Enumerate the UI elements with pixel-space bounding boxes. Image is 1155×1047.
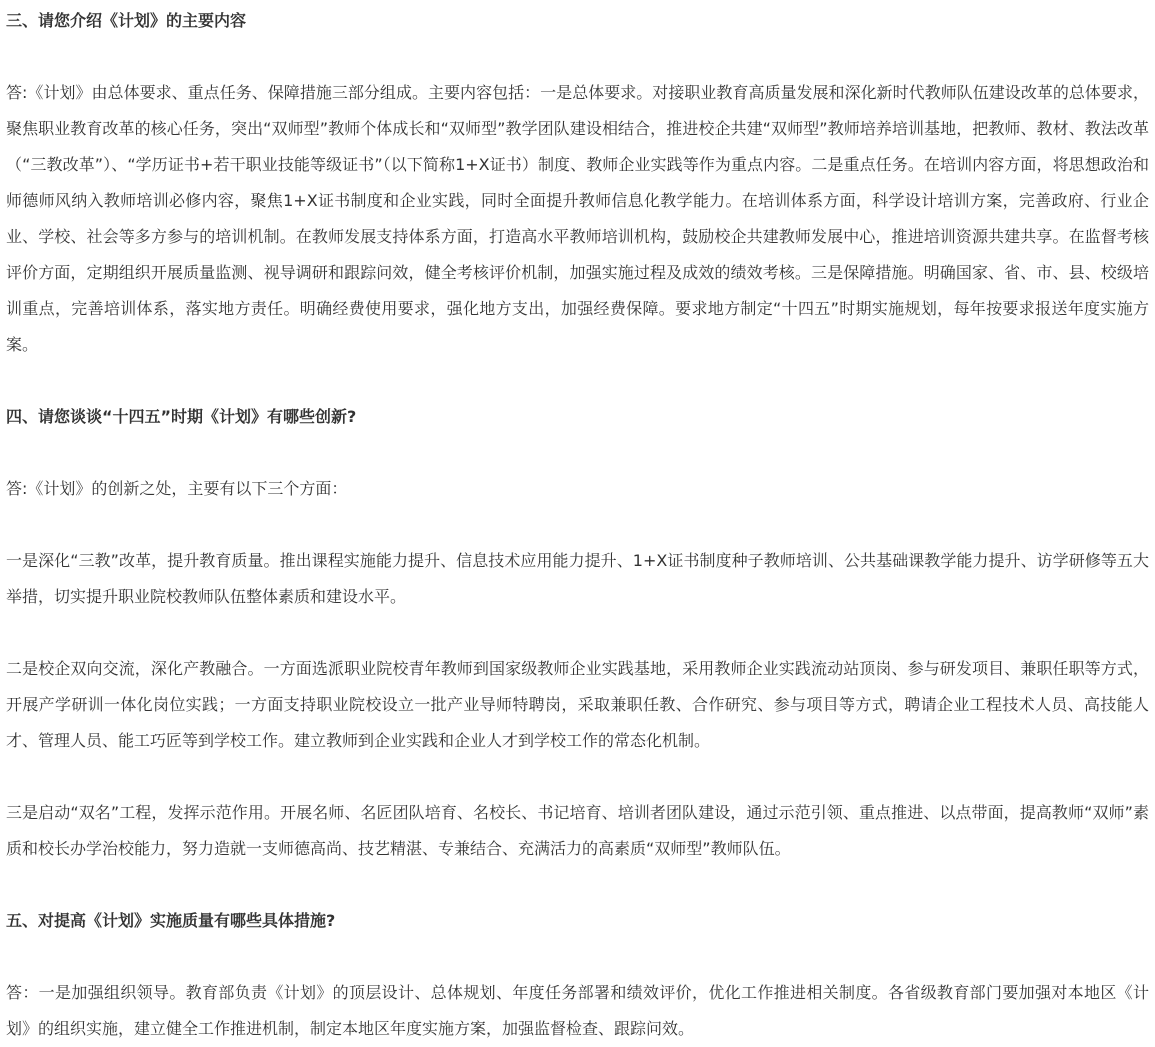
section-heading-3: 三、请您介绍《计划》的主要内容 [6,11,247,30]
section-4-point-2: 二是校企双向交流，深化产教融合。一方面选派职业院校青年教师到国家级教师企业实践基地，采用教师企业实践流动站顶岗、参与研发项目、兼职任职等方式，开展产学研训一体化岗位实践；一方面支持职业院校设立一批产业导师特聘岗，采取兼职任教、合作研究、参与项目等方式，聘请企业工程技术人员、高技能人才、管理人员、能工巧匠等到学校工作。建立教师到企业实践和企业人才到学校工作的常态化机制。 [6,659,1149,750]
section-4-answer-intro: 答:《计划》的创新之处，主要有以下三个方面： [6,479,348,498]
section-heading-4: 四、请您谈谈“十四五”时期《计划》有哪些创新? [6,407,357,426]
section-4-point-1: 一是深化“三教”改革，提升教育质量。推出课程实施能力提升、信息技术应用能力提升、1+X证书制度种子教师培训、公共基础课教学能力提升、访学研修等五大举措，切实提升职业院校教师队伍整体素质和建设水平。 [6,551,1149,606]
section-heading-5: 五、对提高《计划》实施质量有哪些具体措施? [6,911,336,930]
article-body [6,3,1149,1047]
section-3-answer: 答:《计划》由总体要求、重点任务、保障措施三部分组成。主要内容包括：一是总体要求。对接职业教育高质量发展和深化新时代教师队伍建设改革的总体要求，聚焦职业教育改革的核心任务，突出“双师型”教师个体成长和“双师型”教学团队建设相结合，推进校企共建“双师型”教师培养培训基地，把教师、教材、教法改革（“三教改革”）、“学历证书+若干职业技能等级证书”（以下简称1+X证书）制度、教师企业实践等作为重点内容。二是重点任务。在培训内容方面，将思想政治和师德师风纳入教师培训必修内容，聚焦1+X证书制度和企业实践，同时全面提升教师信息化教学能力。在培训体系方面，科学设计培训方案，完善政府、行业企业、学校、社会等多方参与的培训机制。在教师发展支持体系方面，打造高水平教师培训机构，鼓励校企共建教师发展中心，推进培训资源共建共享。在监督考核评价方面，定期组织开展质量监测、视导调研和跟踪问效，健全考核评价机制，加强实施过程及成效的绩效考核。三是保障措施。明确国家、省、市、县、校级培训重点，完善培训体系，落实地方责任。明确经费使用要求，强化地方支出，加强经费保障。要求地方制定“十四五”时期实施规划，每年按要求报送年度实施方案。 [6,83,1149,354]
section-5-answer: 答：一是加强组织领导。教育部负责《计划》的顶层设计、总体规划、年度任务部署和绩效评价，优化工作推进相关制度。各省级教育部门要加强对本地区《计划》的组织实施，建立健全工作推进机制，制定本地区年度实施方案，加强监督检查、跟踪问效。 [6,983,1149,1038]
section-4-point-3: 三是启动“双名”工程，发挥示范作用。开展名师、名匠团队培育、名校长、书记培育、培训者团队建设，通过示范引领、重点推进、以点带面，提高教师“双师”素质和校长办学治校能力，努力造就一支师德高尚、技艺精湛、专兼结合、充满活力的高素质“双师型”教师队伍。 [6,803,1149,858]
